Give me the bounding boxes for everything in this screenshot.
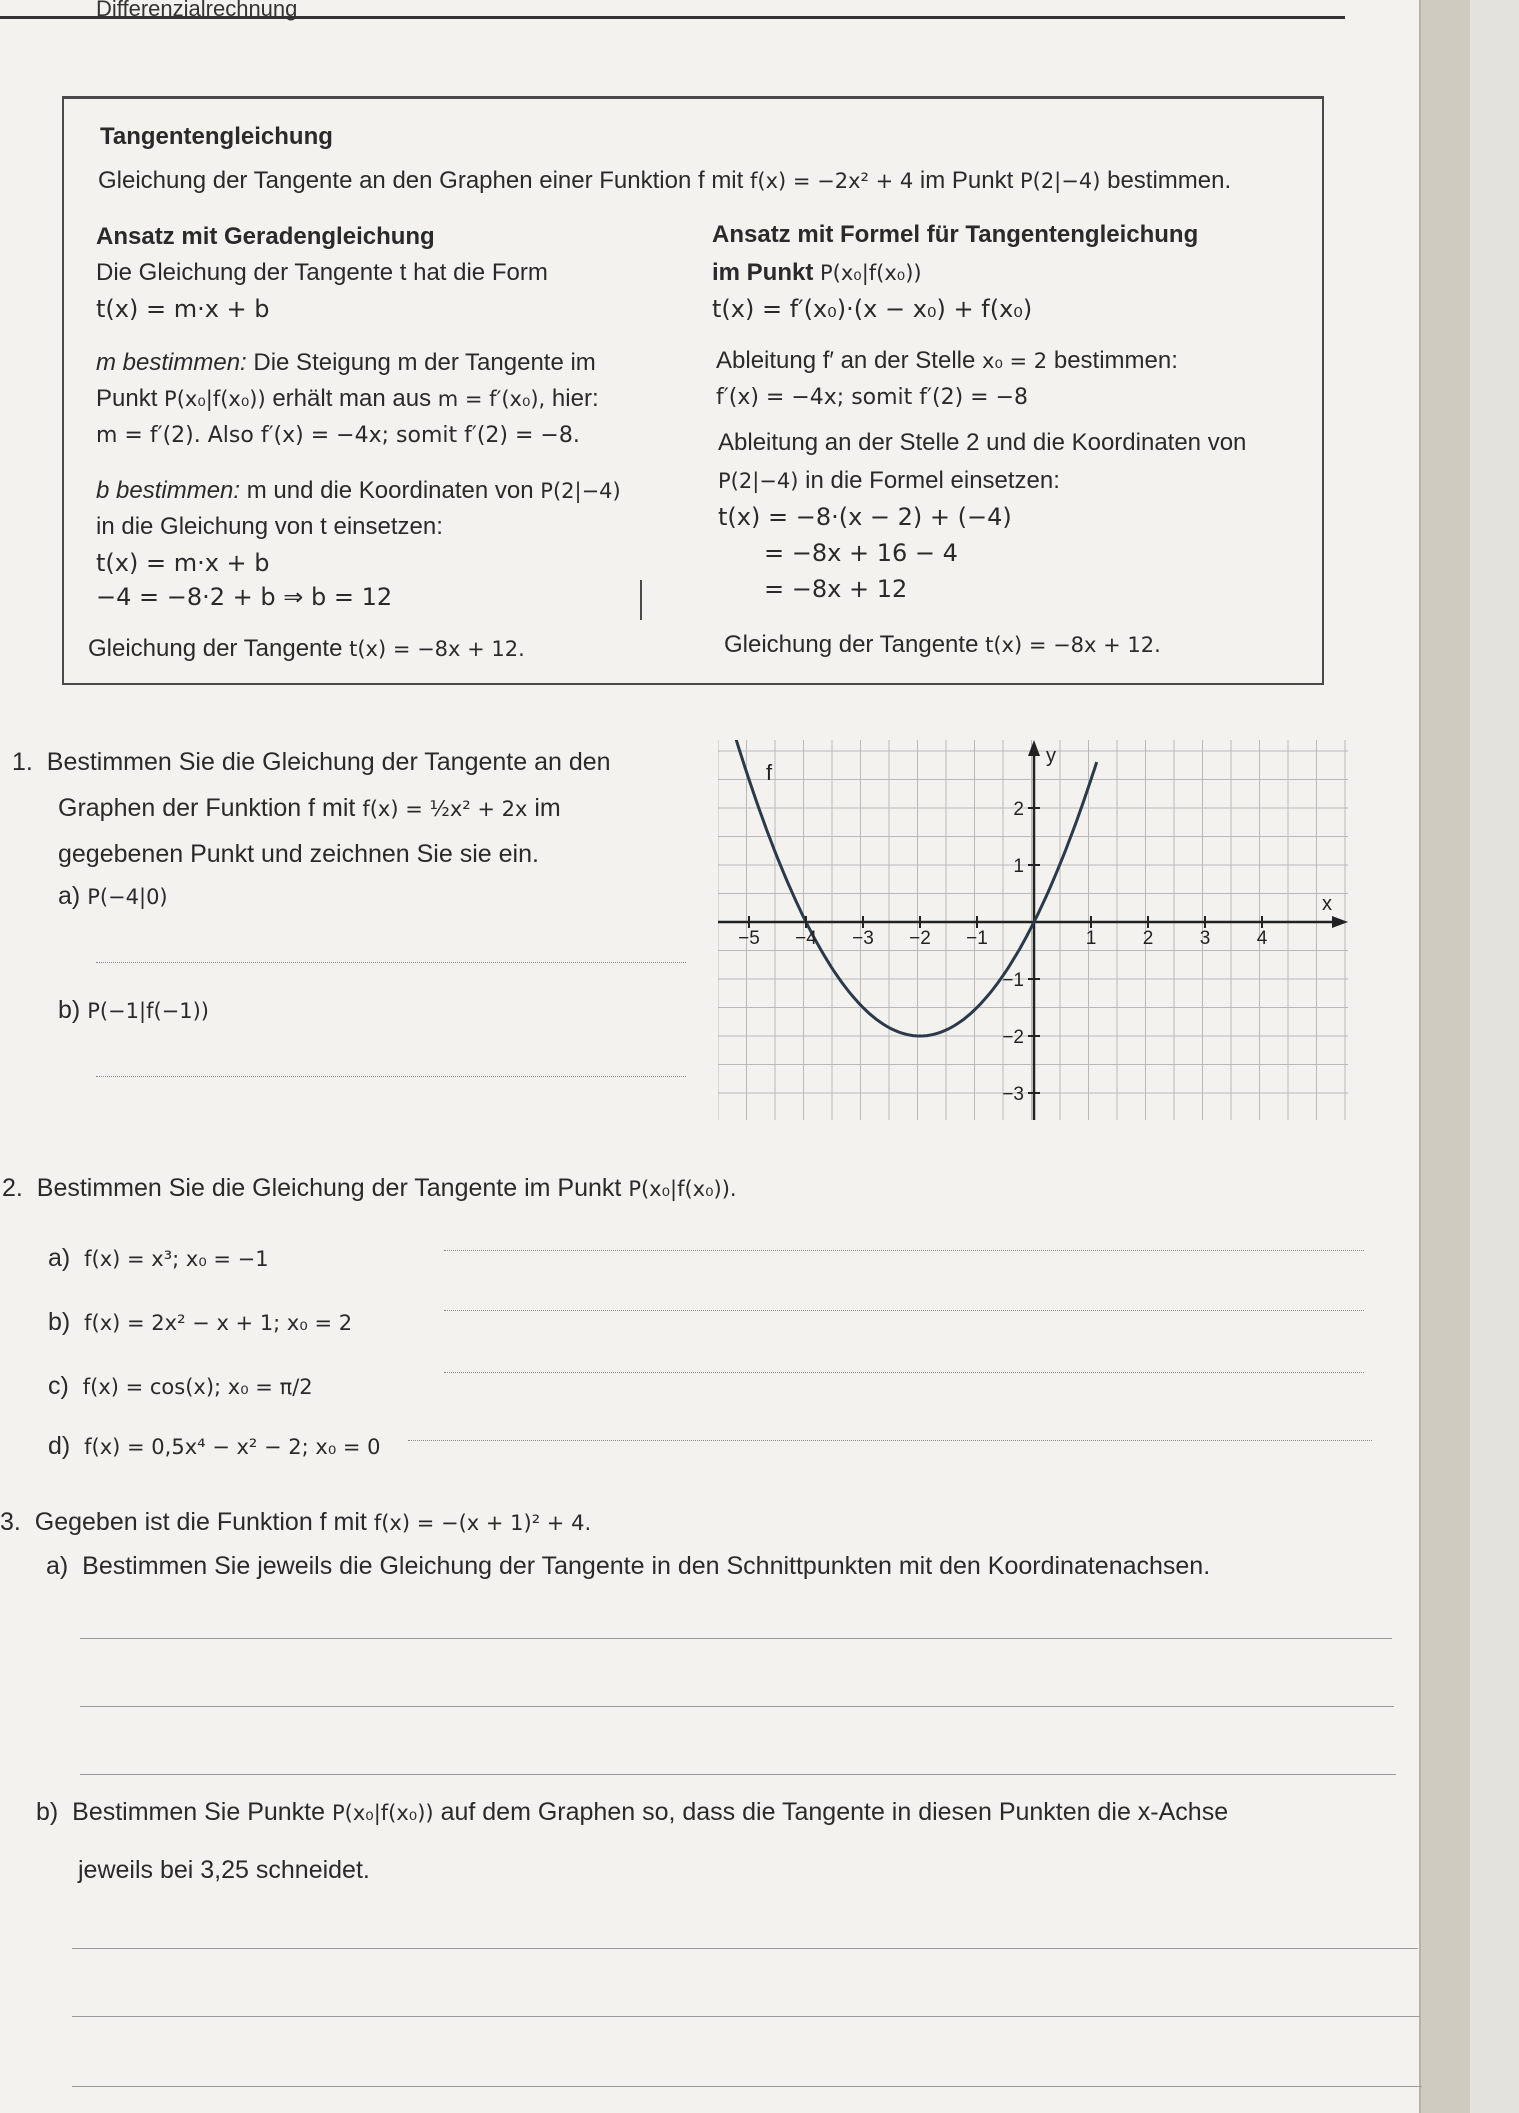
m-label: m bestimmen: — [96, 349, 247, 376]
left-result-formula: t(x) = −8x + 12. — [349, 637, 525, 661]
right-line6 — [718, 467, 1060, 495]
y-tick-label: −2 — [1002, 1027, 1024, 1048]
right-line3-x0: x₀ = 2 — [982, 349, 1048, 373]
task3-title — [0, 1508, 591, 1537]
task3-b-answer-line-2[interactable] — [72, 2016, 1420, 2017]
x-tick-label: −1 — [966, 928, 988, 949]
task3-a-answer-line-2[interactable] — [80, 1706, 1394, 1707]
left-line6 — [96, 477, 621, 505]
right-result — [724, 631, 1161, 659]
task3-b-text2: auf dem Graphen so, dass die Tangente in diesen Punkten die x-Achse — [440, 1798, 1229, 1826]
task2-title — [2, 1174, 737, 1203]
task2-c-answer-line[interactable] — [444, 1372, 1364, 1373]
y-tick-label: −3 — [1002, 1084, 1024, 1105]
task3-title-text: Gegeben ist die Funktion f mit — [34, 1508, 367, 1536]
task3-function: f(x) = −(x + 1)² + 4. — [373, 1511, 592, 1535]
task2-item-d — [48, 1432, 381, 1461]
task3-b-label: b) — [36, 1798, 59, 1826]
right-line3-text: Ableitung f′ an der Stelle — [716, 347, 976, 374]
task1-b-label: b) — [58, 996, 81, 1024]
intro-mid: im Punkt — [919, 167, 1014, 194]
task1-function: f(x) = ½x² + 2x — [362, 797, 528, 821]
task3-a-text: Bestimmen Sie jeweils die Gleichung der Tangente in den Schnittpunkten mit den Koordinatenachsen. — [82, 1552, 1211, 1580]
task3-a-label: a) — [46, 1552, 69, 1580]
task1-line2 — [58, 794, 561, 823]
y-axis-arrow — [1028, 740, 1040, 756]
y-tick-label: −1 — [1002, 970, 1024, 991]
task1-a-point: P(−4|0) — [87, 885, 168, 909]
intro-function: f(x) = −2x² + 4 — [749, 169, 914, 193]
right-line3-end: bestimmen: — [1053, 347, 1178, 374]
right-line5: Ableitung an der Stelle 2 und die Koordinaten von — [718, 429, 1247, 456]
task3-a — [46, 1552, 1210, 1581]
right-line3 — [716, 347, 1178, 375]
x-tick-label: 3 — [1199, 928, 1211, 949]
task2-title-point: P(x₀|f(x₀)). — [628, 1177, 737, 1201]
left-heading: Ansatz mit Geradengleichung — [96, 223, 435, 250]
task3-b-line2: jeweils bei 3,25 schneidet. — [78, 1856, 370, 1884]
right-line6-point: P(2|−4) — [718, 469, 799, 493]
left-line4-mid: erhält man aus — [272, 385, 432, 412]
task1-line1 — [12, 748, 611, 777]
task2-d-expr: f(x) = 0,5x⁴ − x² − 2; x₀ = 0 — [84, 1435, 381, 1459]
left-line1: Die Gleichung der Tangente t hat die Form — [96, 259, 548, 286]
right-line9: = −8x + 12 — [764, 575, 908, 603]
left-line4-end: hier: — [551, 385, 599, 412]
task1-number: 1. — [12, 748, 33, 776]
right-heading: Ansatz mit Formel für Tangentengleichung — [712, 221, 1199, 248]
right-heading2 — [712, 259, 922, 287]
task1-b — [58, 996, 209, 1025]
x-tick-label: −4 — [795, 928, 817, 949]
page-edge — [1419, 0, 1470, 2113]
task2-c-expr: f(x) = cos(x); x₀ = π/2 — [82, 1375, 313, 1399]
page-header-title: Differenzialrechnung — [96, 0, 298, 21]
left-line4 — [96, 385, 599, 413]
task3-a-answer-line-1[interactable] — [80, 1638, 1392, 1639]
right-line8: = −8x + 16 − 4 — [764, 539, 958, 567]
left-line6-text: m und die Koordinaten von — [246, 477, 534, 504]
task1-a-answer-line[interactable] — [96, 962, 686, 963]
right-line4: f′(x) = −4x; somit f′(2) = −8 — [716, 385, 1029, 410]
task1-b-answer-line[interactable] — [96, 1076, 686, 1077]
box-title: Tangentengleichung — [100, 123, 333, 150]
left-line3 — [96, 349, 596, 377]
task1-a — [58, 882, 168, 911]
x-axis-arrow — [1332, 916, 1348, 928]
left-line8: t(x) = m·x + b — [96, 549, 270, 577]
right-result-formula: t(x) = −8x + 12. — [985, 633, 1161, 657]
task1-line2-text: Graphen der Funktion f mit — [58, 794, 356, 822]
left-line2: t(x) = m·x + b — [96, 295, 270, 323]
function-graph — [718, 740, 1348, 1120]
task3-b — [36, 1798, 1228, 1827]
left-line5: m = f′(2). Also f′(x) = −4x; somit f′(2) = −8. — [96, 423, 580, 448]
intro-point: P(2|−4) — [1019, 169, 1101, 193]
left-result — [88, 635, 525, 663]
task2-b-answer-line[interactable] — [444, 1310, 1364, 1311]
y-axis-label: y — [1046, 745, 1056, 767]
x-tick-label: −2 — [909, 928, 931, 949]
left-line9: −4 = −8·2 + b ⇒ b = 12 — [96, 583, 393, 611]
left-line7: in die Gleichung von t einsetzen: — [96, 513, 443, 540]
task2-d-label: d) — [48, 1432, 71, 1460]
right-heading2-point: P(x₀|f(x₀)) — [820, 261, 922, 285]
left-line6-point: P(2|−4) — [540, 479, 621, 503]
task2-item-c — [48, 1372, 313, 1401]
task1-a-label: a) — [58, 882, 81, 910]
task2-b-expr: f(x) = 2x² − x + 1; x₀ = 2 — [84, 1311, 353, 1335]
task1-line2-end: im — [534, 794, 561, 822]
right-line6-text: in die Formel einsetzen: — [805, 467, 1060, 494]
right-result-text: Gleichung der Tangente — [724, 631, 979, 658]
x-axis-label: x — [1322, 893, 1332, 915]
task3-b-answer-line-1[interactable] — [72, 1948, 1418, 1949]
task2-item-b — [48, 1308, 352, 1337]
task2-title-text: Bestimmen Sie die Gleichung der Tangente im Punkt — [36, 1174, 622, 1202]
task2-c-label: c) — [48, 1372, 69, 1400]
task1-line1-text: Bestimmen Sie die Gleichung der Tangente an den — [46, 748, 611, 776]
header-rule — [0, 16, 1345, 19]
box-intro — [98, 167, 1231, 195]
right-line7: t(x) = −8·(x − 2) + (−4) — [718, 503, 1012, 531]
intro-text: Gleichung der Tangente an den Graphen einer Funktion f mit — [98, 167, 744, 194]
x-tick-label: 1 — [1085, 928, 1097, 949]
task2-a-expr: f(x) = x³; x₀ = −1 — [84, 1247, 269, 1271]
x-tick-label: 4 — [1256, 928, 1268, 949]
task2-item-a — [48, 1244, 269, 1273]
left-line4-formula: m = f′(x₀), — [437, 387, 546, 411]
task3-b-point: P(x₀|f(x₀)) — [332, 1801, 434, 1825]
task2-number: 2. — [2, 1174, 23, 1202]
intro-end: bestimmen. — [1107, 167, 1232, 194]
left-line4-point: P(x₀|f(x₀)) — [164, 387, 266, 411]
left-line4-text: Punkt — [96, 385, 158, 412]
y-tick-label: 2 — [1013, 799, 1024, 820]
right-heading2-text: im Punkt — [712, 259, 814, 286]
b-label: b bestimmen: — [96, 477, 241, 504]
left-line3-text: Die Steigung m der Tangente im — [253, 349, 596, 376]
task1-b-point: P(−1|f(−1)) — [87, 999, 210, 1023]
task1-line3: gegebenen Punkt und zeichnen Sie sie ein. — [58, 840, 539, 868]
task3-b-answer-line-3[interactable] — [72, 2086, 1422, 2087]
info-box — [62, 96, 1324, 685]
x-tick-label: −5 — [738, 928, 760, 949]
x-tick-label: 2 — [1142, 928, 1154, 949]
task2-a-answer-line[interactable] — [444, 1250, 1364, 1251]
task3-b-text1: Bestimmen Sie Punkte — [72, 1798, 326, 1826]
task2-a-label: a) — [48, 1244, 71, 1272]
x-tick-label: −3 — [852, 928, 874, 949]
left-result-text: Gleichung der Tangente — [88, 635, 343, 662]
function-label: f — [766, 760, 773, 785]
column-divider — [640, 580, 642, 620]
y-tick-label: 1 — [1013, 856, 1024, 877]
task2-d-answer-line[interactable] — [408, 1440, 1372, 1441]
task3-a-answer-line-3[interactable] — [80, 1774, 1396, 1775]
right-formula: t(x) = f′(x₀)·(x − x₀) + f(x₀) — [712, 295, 1033, 323]
task2-b-label: b) — [48, 1308, 71, 1336]
task3-number: 3. — [0, 1508, 21, 1536]
